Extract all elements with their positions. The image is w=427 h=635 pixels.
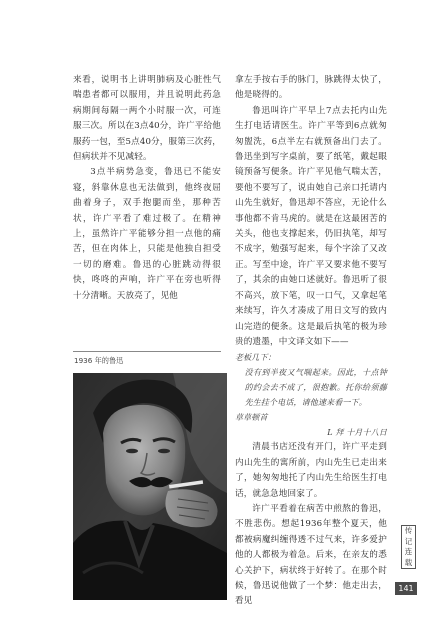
paragraph: 许广平看着在病苦中煎熬的鲁迅，不胜悲伤。想起1936年整个夏天，他都被病魔纠缠得透不过气来，许多爱护他的人都极为着急。后来，在亲友的悉心关护下，病状终于好转了。在那个时候，鲁迅说他做了一个梦：他走出去，看见: [235, 503, 387, 607]
section-label-char: 载: [404, 557, 413, 567]
letter-date: L 拜 十月十八日: [327, 428, 387, 438]
letter-closing: 草草顿首: [235, 413, 268, 423]
section-label-char: 传: [404, 526, 413, 535]
paragraph: 鲁迅叫许广平早上7点去托内山先生打电话请医生。许广平等到6点就匆匆盥洗，6点半左右就预备出门去了。鲁迅坐到写字桌前，要了纸笔，戴起眼镜预备写便条。许广平见他气喘太苦，要他不要写了，说由她自己亲口托请内山先生就好，鲁迅却不答应，无论什么事他都不肯马虎的。就是在这最困苦的关头，他也支撑起来，仍旧执笔，却写不成字，勉强写起来，每个字涂了又改正。写至中途，许广平又要求他不要写了，其余的由她口述就好。鲁迅听了很不高兴，放下笔，叹一口气，又拿起笔来续写，许久才凑成了用日文写的致内山完造的便条。这是最后执笔的极为珍贵的遗墨，中文译文如下——: [235, 105, 387, 347]
section-label: [401, 525, 416, 569]
section-label-char: 记: [404, 536, 413, 546]
section-label-char: 连: [404, 547, 413, 556]
right-text-column: [235, 73, 387, 610]
paragraph: 清晨书店还没有开门，许广平走到内山先生的寓所前，内山先生已走出来了，她匆匆地托了内山先生给医生打电话，就急急地回家了。: [235, 442, 387, 499]
caption-divider: [73, 351, 221, 352]
letter-salutation: 老板几下：: [235, 353, 276, 363]
page-number: 141: [395, 582, 417, 595]
paragraph: 来看，说明书上讲明肺病及心脏性气喘患者都可以服用，并且说明此药急病期间每隔一两个小时服一次，可连服三次。所以在3点40分，许广平给他服药一包，至5点40分，服第三次药，但病状并不见减轻。: [73, 75, 222, 163]
paragraph: 拿左手按右手的脉门，脉跳得太快了，他是晓得的。: [235, 75, 387, 101]
paragraph: 3点半病势急变，鲁迅已不能安寝，斜靠休息也无法做到，他终夜屈曲着身子，双手抱腿而坐，那种苦状，许广平看了难过极了。在精神上，虽然许广平能够分担一点他的痛苦，但在肉体上，只能是他独自担受一切的磨难。鲁迅的心脏跳动得很快，咚咚的声响，许广平在旁也听得十分清晰。天放亮了，见他: [73, 167, 221, 301]
portrait-photo: [73, 373, 227, 600]
photo-caption: 1936 年的鲁迅: [74, 356, 124, 365]
letter-body: 没有到半夜又气喘起来。因此，十点钟的约会去不成了，很抱歉。托你给须藤先生挂个电话，请他速来看一下。: [244, 368, 387, 408]
left-text-column: [73, 73, 221, 304]
